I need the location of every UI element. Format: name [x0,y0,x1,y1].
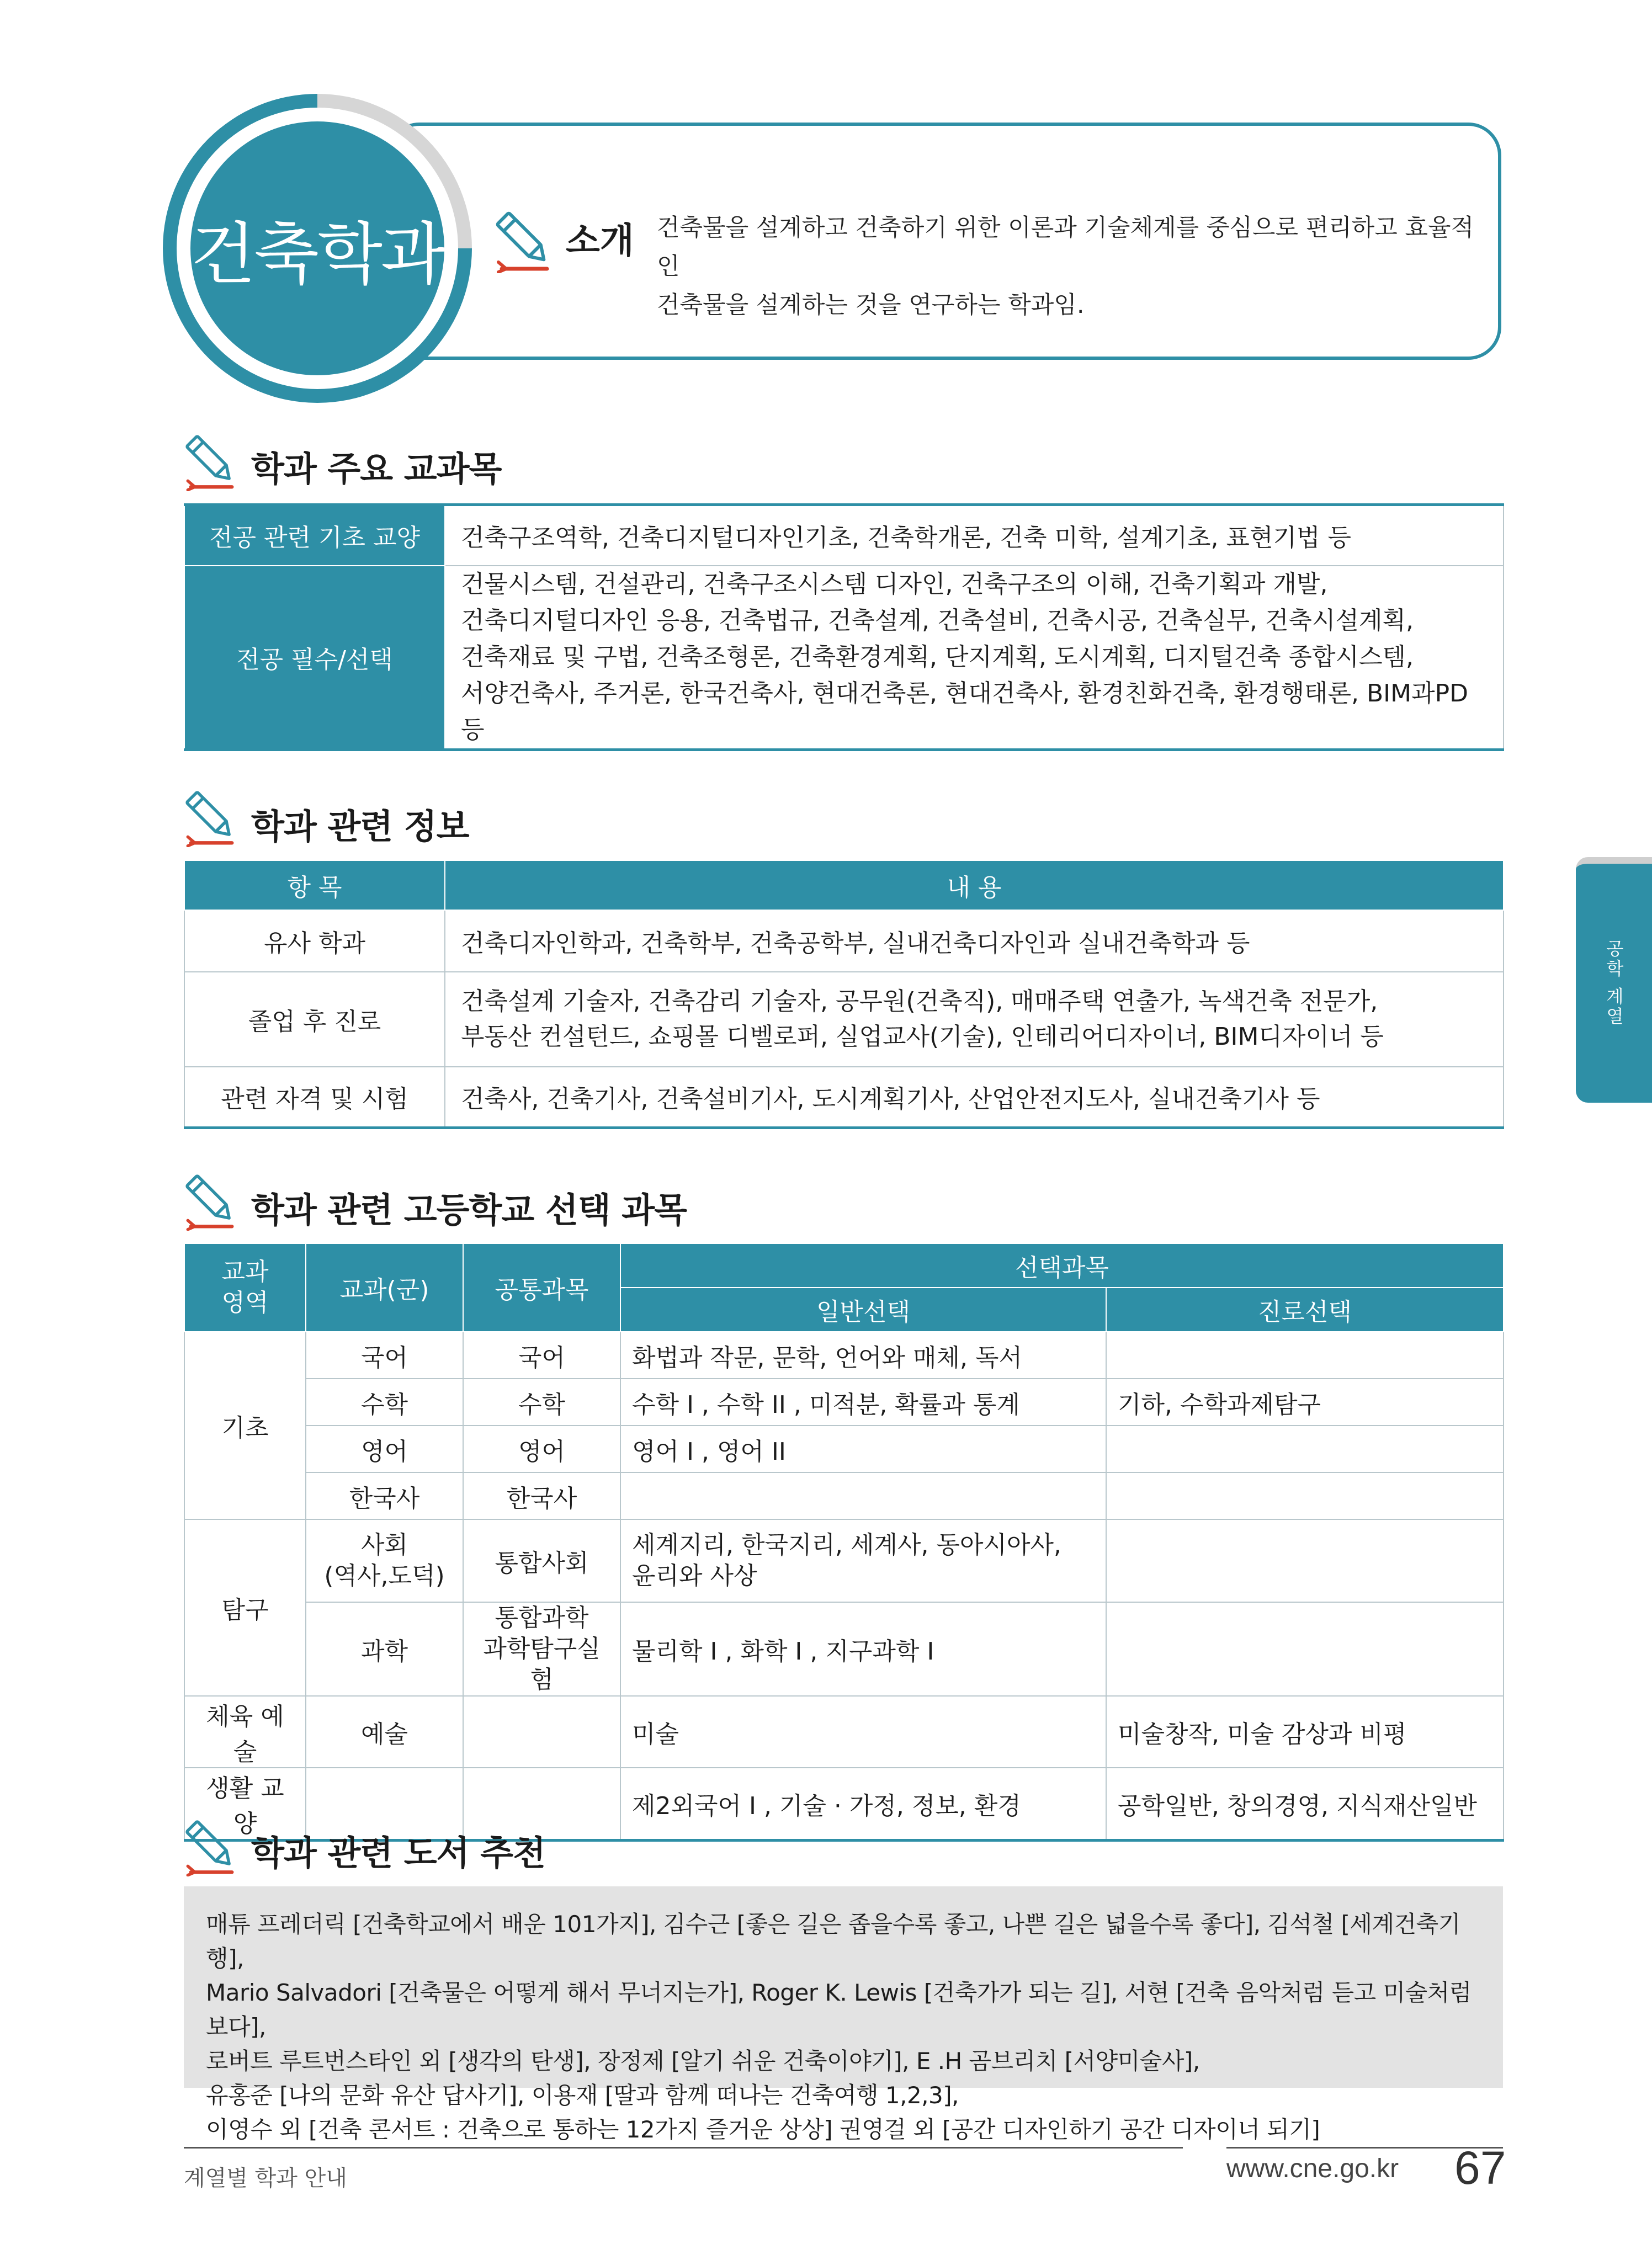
table-cell [1106,1519,1504,1602]
pencil-icon [184,786,239,847]
cell-line: 사회 [360,1531,408,1559]
footer-title: 계열별 학과 안내 [184,2166,347,2191]
cell-line: (역사,도덕) [324,1562,445,1590]
section-title: 학과 주요 교과목 [251,449,502,489]
intro-label: 소개 [566,221,634,262]
column-header: 선택과목 [620,1243,1504,1288]
header-line: 교과 [221,1258,269,1286]
row-line: 건물시스템, 건설관리, 건축구조시스템 디자인, 건축구조의 이해, 건축기획과 개발, [461,570,1328,598]
table-cell [463,1696,620,1768]
side-tab-label: 공학 계열 [1603,939,1624,1027]
table-cell: 영어 [463,1426,620,1472]
table-cell: 미술창작, 미술 감상과 비평 [1106,1696,1504,1768]
row-label: 졸업 후 진로 [184,972,445,1067]
table-cell: 화법과 작문, 문학, 언어와 매체, 독서 [620,1332,1106,1379]
column-header: 항 목 [184,860,445,910]
table-cell: 영어 [306,1426,463,1472]
area-cell: 탐구 [184,1519,306,1696]
table-cell: 기하, 수학과제탐구 [1106,1379,1504,1426]
table-cell: 국어 [306,1332,463,1379]
table-cell [306,1519,463,1602]
cell-line: 세계지리, 한국지리, 세계사, 동아시아사, [632,1531,1061,1559]
table-cell: 물리학 I , 화학 I , 지구과학 I [620,1602,1106,1696]
table-cell [463,1602,620,1696]
table-cell: 과학 [306,1602,463,1696]
column-header: 교과(군) [306,1243,463,1332]
row-label: 전공 필수/선택 [184,566,445,750]
table-cell [1106,1332,1504,1379]
table-cell [1106,1472,1504,1519]
row-value [445,505,1504,566]
department-title: 건축학과 [190,215,444,294]
row-line: 부동산 컨설턴드, 쇼핑몰 디벨로퍼, 실업교사(기술), 인테리어디자이너, BIM디자이너 등 [461,1023,1384,1051]
book-line: Mario Salvadori [건축물은 어떻게 해서 무너지는가], Roger K. Lewis [건축가가 되는 길], 서현 [건축 음악처럼 듣고 미술처럼 보다], [206,1979,1472,2040]
area-cell: 기초 [184,1332,306,1519]
section-title: 학과 관련 도서 추천 [251,1833,545,1873]
book-line: 유홍준 [나의 문화 유산 답사기], 이용재 [딸과 함께 떠나는 건축여행 1,2,3], [206,2082,959,2109]
column-header: 내 용 [445,860,1504,910]
table-cell [620,1519,1106,1602]
column-header: 진로선택 [1106,1288,1504,1332]
row-line: 건축디자인학과, 건축학부, 건축공학부, 실내건축디자인과 실내건축학과 등 [461,929,1250,958]
column-header: 일반선택 [620,1288,1106,1332]
table-cell: 수학 [463,1379,620,1426]
cell-line: 통합과학 [495,1604,589,1632]
intro-text [657,209,1485,325]
table-cell: 예술 [306,1696,463,1768]
table-cell: 통합사회 [463,1519,620,1602]
section-title: 학과 관련 고등학교 선택 과목 [251,1190,687,1230]
row-line: 건축재료 및 구법, 건축조형론, 건축환경계획, 단지계획, 도시계획, 디지털건축 종합시스템, [461,642,1414,671]
table-cell: 수학 I , 수학 II , 미적분, 확률과 통계 [620,1379,1106,1426]
table-cell: 국어 [463,1332,620,1379]
row-line: 건축구조역학, 건축디지털디자인기초, 건축학개론, 건축 미학, 설계기초, 표현기법 등 [461,524,1351,552]
pencil-icon [184,1816,239,1876]
pencil-icon [494,207,555,273]
row-label: 관련 자격 및 시험 [184,1067,445,1128]
table-cell: 수학 [306,1379,463,1426]
book-line: 이영수 외 [건축 콘서트 : 건축으로 통하는 12가지 즐거운 상상] 권영걸 외 [공간 디자인하기 공간 디자이너 되기] [206,2116,1320,2143]
table-cell [1106,1602,1504,1696]
footer-url[interactable]: www.cne.go.kr [1226,2154,1399,2183]
column-header: 공통과목 [463,1243,620,1332]
pencil-icon [184,1170,239,1231]
book-recommendations [184,1886,1503,2143]
intro-line: 건축물을 설계하고 건축하기 위한 이론과 기술체계를 중심으로 편리하고 효율적인 [657,214,1474,280]
book-line: 로버트 루트번스타인 외 [생각의 탄생], 장정제 [알기 쉬운 건축이야기], E .H 곰브리치 [서양미술사], [206,2048,1200,2075]
dept-info-table [184,860,1504,1129]
table-cell: 미술 [620,1696,1106,1768]
header-line: 영역 [221,1289,269,1317]
table-cell: 한국사 [306,1472,463,1519]
pencil-icon [184,430,239,491]
cell-line: 윤리와 사상 [632,1562,757,1590]
row-value [445,972,1504,1067]
table-cell [1106,1426,1504,1472]
row-line: 건축설계 기술자, 건축감리 기술자, 공무원(건축직), 매매주택 연출가, 녹색건축 전문가, [461,987,1378,1015]
row-value [445,910,1504,972]
column-header-area [184,1243,306,1332]
row-label: 전공 관련 기초 교양 [184,505,445,566]
intro-line: 건축물을 설계하는 것을 연구하는 학과임. [657,291,1085,319]
area-cell: 생활 교양 [184,1768,306,1841]
category-side-tab[interactable] [1576,857,1652,1103]
title-badge [190,121,444,375]
table-cell: 영어 I , 영어 II [620,1426,1106,1472]
book-line: 매튜 프레더릭 [건축학교에서 배운 101가지], 김수근 [좋은 길은 좁을수록 좋고, 나쁜 길은 넓을수록 좋다], 김석철 [세계건축기행], [206,1911,1460,1972]
row-label: 유사 학과 [184,910,445,972]
row-line: 서양건축사, 주거론, 한국건축사, 현대건축론, 현대건축사, 환경친화건축, 환경행태론, BIM과PD 등 [461,679,1468,744]
major-courses-table [184,503,1504,751]
table-cell: 제2외국어 I , 기술 · 가정, 정보, 환경 [620,1768,1106,1841]
table-cell: 한국사 [463,1472,620,1519]
section-title: 학과 관련 정보 [251,806,469,847]
page-number: 67 [1454,2142,1506,2194]
hs-elective-table [184,1243,1504,1842]
table-cell [620,1472,1106,1519]
row-line: 건축사, 건축기사, 건축설비기사, 도시계획기사, 산업안전지도사, 실내건축기사 등 [461,1085,1320,1114]
row-value [445,566,1504,750]
cell-line: 과학탐구실험 [483,1635,601,1694]
area-cell: 체육 예술 [184,1696,306,1768]
row-value [445,1067,1504,1128]
table-cell: 공학일반, 창의경영, 지식재산일반 [1106,1768,1504,1841]
row-line: 건축디지털디자인 응용, 건축법규, 건축설계, 건축설비, 건축시공, 건축실무, 건축시설계획, [461,606,1414,635]
footer-divider [184,2147,1183,2149]
